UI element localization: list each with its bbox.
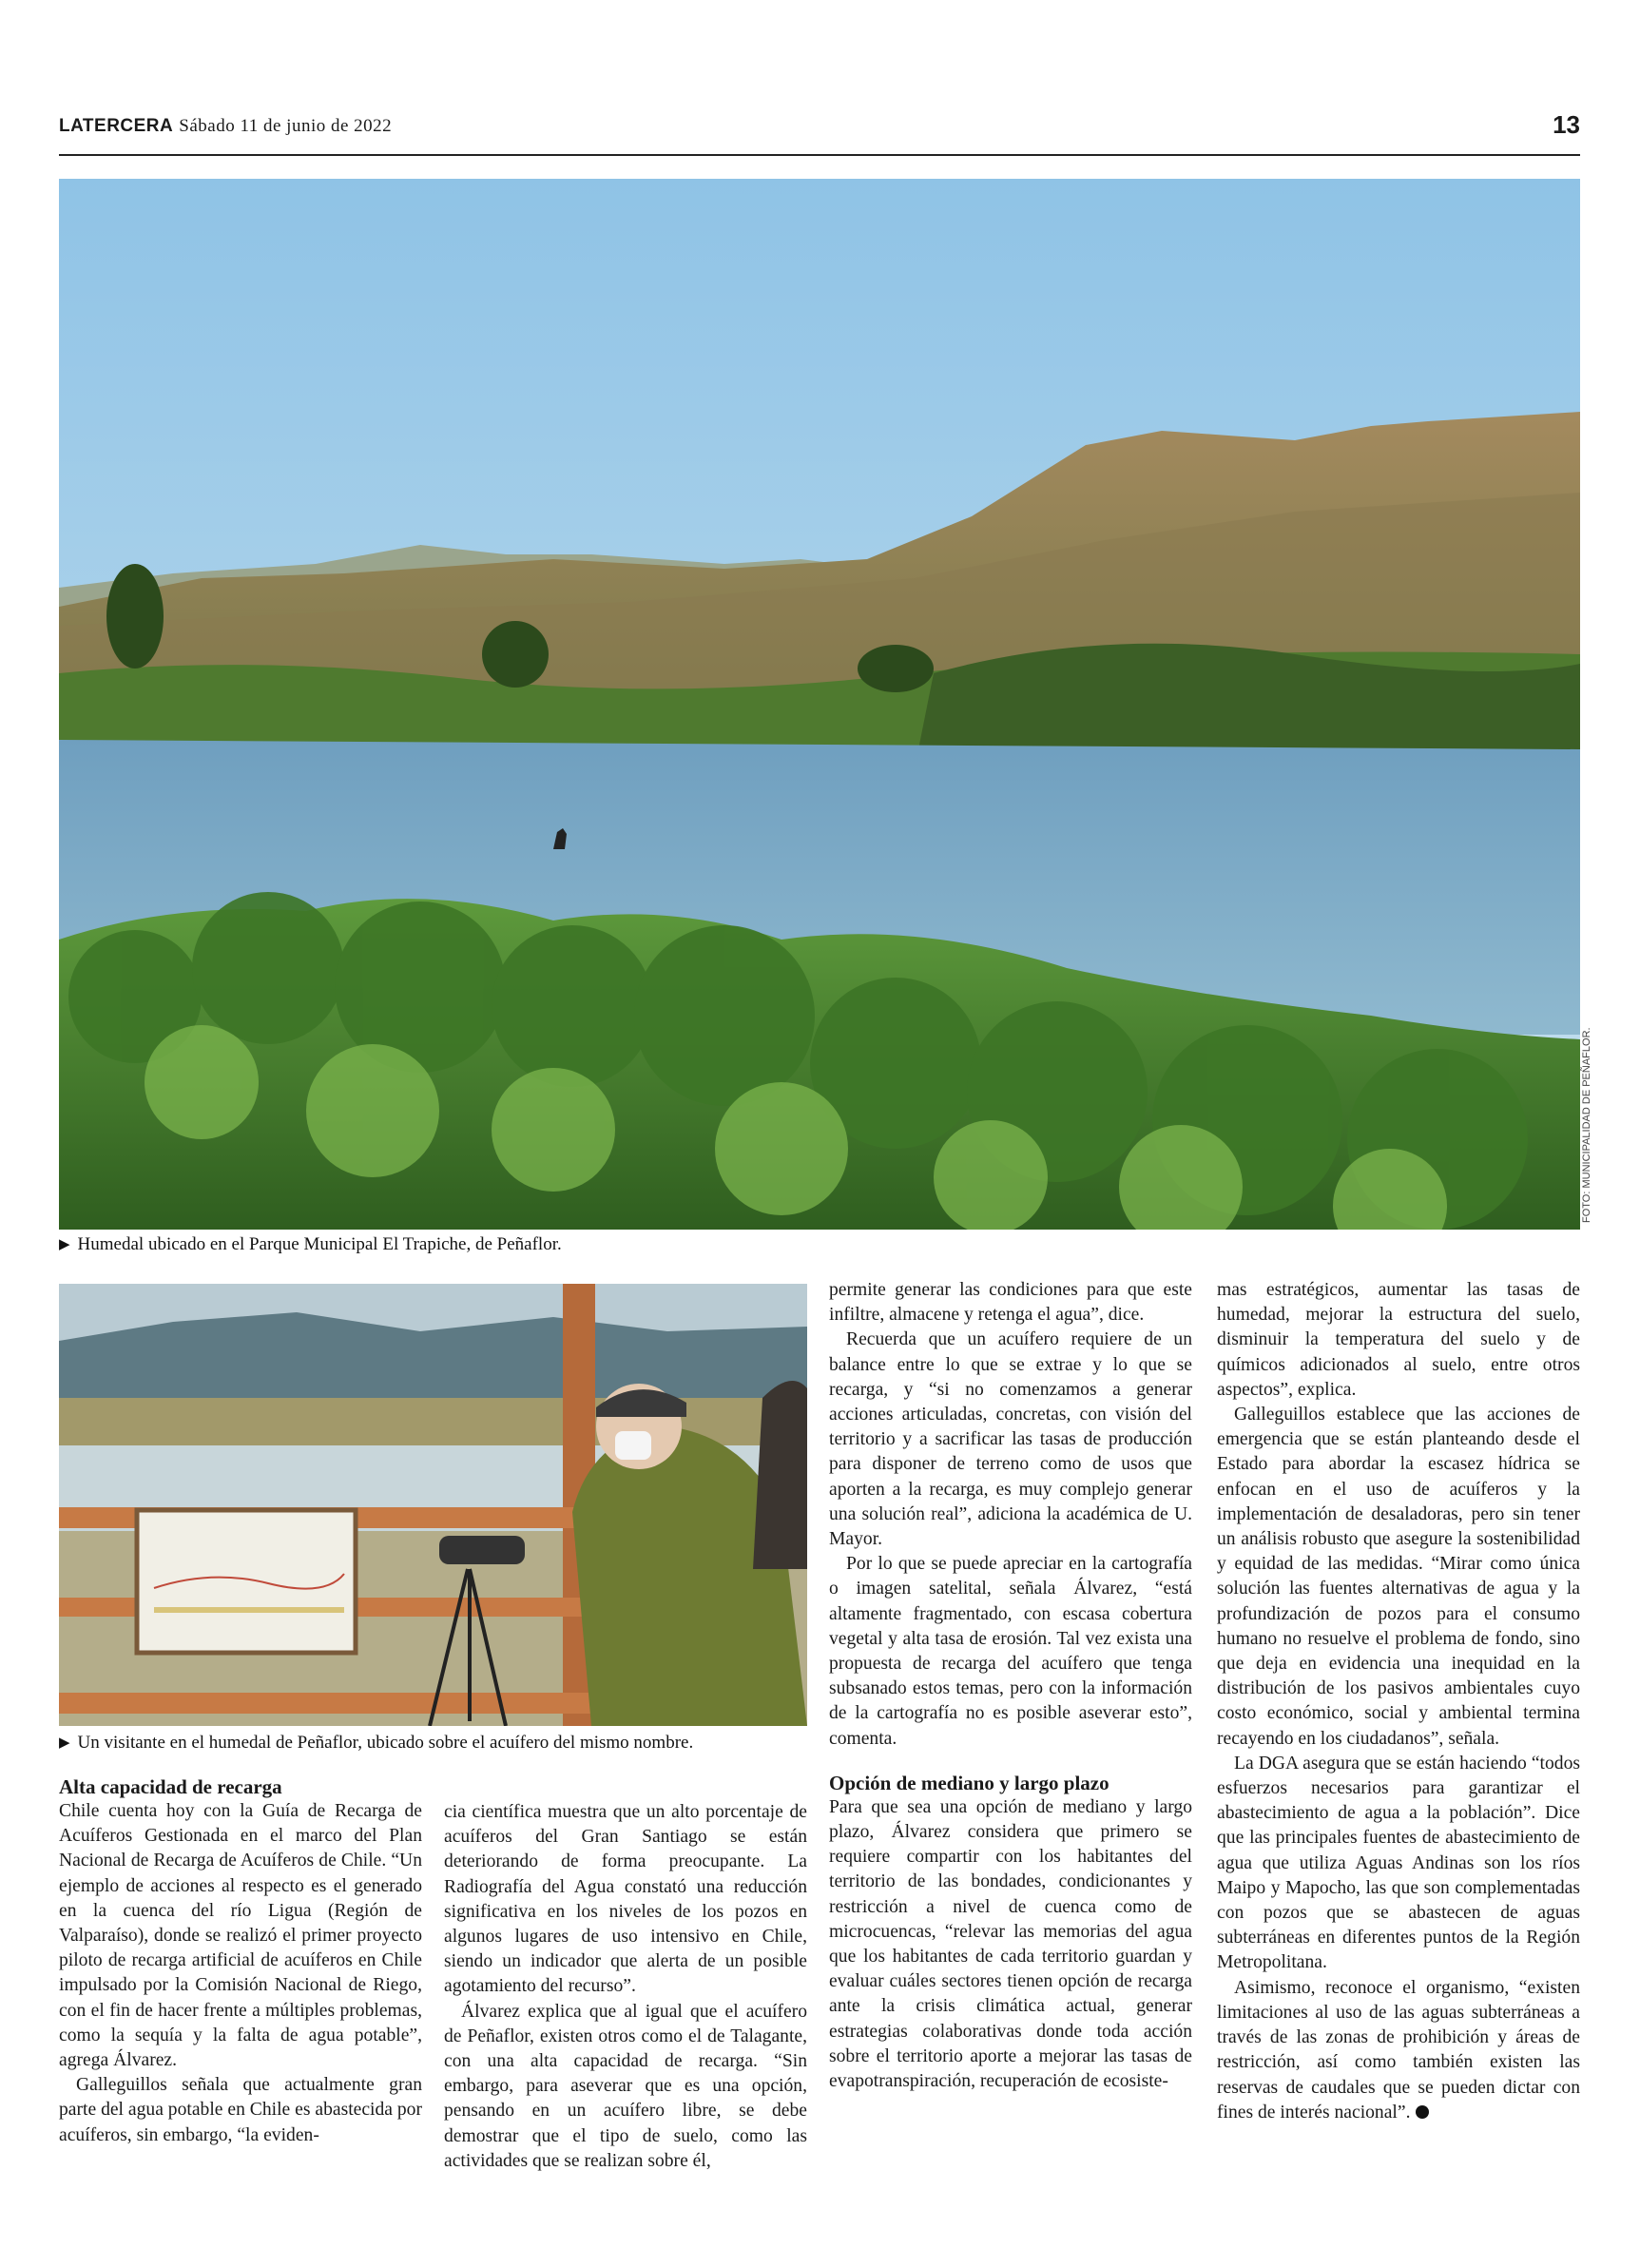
- main-photo-wetland: [59, 179, 1580, 1230]
- paragraph: Álvarez explica que al igual que el acuífero de Peñaflor, existen otros como el de Talagante, con una alta capacidad de recarga. “Sin embargo, para aseverar que es una opción, pensando en un acuífero libre, se debe demostrar que el tipo de suelo, como las actividades que se realizan sobre él,: [444, 2001, 807, 2171]
- small-caption-text: Un visitante en el humedal de Peñaflor, ubicado sobre el acuífero del mismo nombre.: [77, 1733, 694, 1753]
- paragraph-final-text: Asimismo, reconoce el organismo, “existen limitaciones al uso de las aguas subterráneas a través de las zonas de prohibición y áreas de restricción, así como también existen las reservas de caudales que se pueden dictar con fines de interés nacional”.: [1217, 1977, 1580, 2123]
- paragraph: La DGA asegura que se están haciendo “todos esfuerzos necesarios para garantizar el abastecimiento de agua a la población”. Dice que las principales fuentes de abastecimiento de agua que utiliza Aguas Andinas son los ríos Maipo y Mapocho, las que son complementadas con pozos que se abastecen de aguas subterráneas en diferentes puntos de la Región Metropolitana.: [1217, 1753, 1580, 1973]
- paragraph: Chile cuenta hoy con la Guía de Recarga de Acuíferos Gestionada en el marco del Plan Nacional de Recarga de Acuíferos de Chile. “Un ejemplo de acciones al respecto es el generado en la cuenca del río Ligua (Región de Valparaíso), donde se realizó el primer proyecto piloto de recarga artificial de acuíferos en Chile impulsado por la Comisión Nacional de Riego, con el fin de hacer frente a múltiples problemas, como la sequía y la falta de agua potable”, agrega Álvarez.: [59, 1801, 422, 2071]
- paragraph-final: [1217, 1976, 1580, 2125]
- small-photo-caption: [59, 1733, 693, 1754]
- article-column-3: [829, 1278, 1192, 2094]
- paragraph: Por lo que se puede apreciar en la cartografía o imagen satelital, señala Álvarez, “está altamente fragmentado, con escasa cobertura vegetal y alta tasa de erosión. Tal vez exista una propuesta de recarga del acuífero que tenga subsanado estos temas, pero con la información de la cartografía no es posible aseverar esto”, comenta.: [829, 1554, 1192, 1749]
- wetland-landscape-image: [59, 179, 1580, 1230]
- photo-credit: FOTO: MUNICIPALIDAD DE PEÑAFLOR.: [1581, 1027, 1592, 1223]
- page-number: 13: [1553, 110, 1580, 139]
- article-column-1: [59, 1774, 422, 2148]
- visitor-wetland-image: [59, 1284, 807, 1726]
- main-photo-caption: [59, 1234, 562, 1255]
- section-heading-recarga: Alta capacidad de recarga: [59, 1775, 282, 1798]
- paragraph: Galleguillos establece que las acciones de emergencia que se están planteando desde el Estado para abordar la escasez hídrica se enfocan en el uso de acuíferos y la implementación de desaladoras, pero sin tener un análisis robusto que asegure la sostenibilidad y equidad de las medidas. “Mirar como única solución las fuentes alternativas de agua y la profundización de pozos para el consumo humano no resuelve el problema de fondo, sino que deja en evidencia una inequidad en la distribución de los pasivos ambientales cuyo costo económico, social y ambiental termina recayendo en los ciudadanos”, señala.: [1217, 1405, 1580, 1749]
- paragraph: permite generar las condiciones para que este infiltre, almacene y retenga el agua”, dice.: [829, 1280, 1192, 1326]
- paragraph: cia científica muestra que un alto porcentaje de acuíferos del Gran Santiago se están deteriorando de forma preocupante. La Radiografía del Agua constató una reducción significativa en los niveles de los pozos en algunos lugares de uso intensivo en Chile, siendo un indicador que alerta de un posible agotamiento del recurso”.: [444, 1802, 807, 1997]
- main-caption-text: Humedal ubicado en el Parque Municipal El Trapiche, de Peñaflor.: [77, 1234, 562, 1254]
- paragraph: mas estratégicos, aumentar las tasas de humedad, mejorar la estructura del suelo, disminuir la temperatura del suelo y de químicos adicionados al suelo, entre otros aspectos”, explica.: [1217, 1280, 1580, 1400]
- caption-arrow-icon: ▶: [59, 1735, 70, 1751]
- brand-name: LATERCERA: [59, 116, 174, 136]
- page-header: [59, 112, 1580, 156]
- end-of-article-icon: [1416, 2105, 1429, 2119]
- paragraph: Recuerda que un acuífero requiere de un balance entre lo que se extrae y lo que se recarga, y “si no comenzamos a generar acciones articuladas, concretas, con visión del territorio y a sacrificar las tasas de producción para disponer de terreno como de usos que aporten a la recarga, es muy complejo generar una solución real”, adiciona la académica de U. Mayor.: [829, 1329, 1192, 1550]
- issue-date: Sábado 11 de junio de 2022: [179, 116, 393, 136]
- article-column-4: [1217, 1278, 1580, 2125]
- caption-arrow-icon: ▶: [59, 1237, 70, 1252]
- small-photo-visitor: [59, 1284, 807, 1726]
- section-spacer: [829, 1752, 1192, 1771]
- masthead: [59, 116, 392, 137]
- section-heading-plazo: Opción de mediano y largo plazo: [829, 1771, 1109, 1794]
- article-column-2: [444, 1800, 807, 2174]
- paragraph: Galleguillos señala que actualmente gran parte del agua potable en Chile es abastecida por acuíferos, sin embargo, “la eviden-: [59, 2075, 422, 2145]
- paragraph: Para que sea una opción de mediano y largo plazo, Álvarez considera que primero se requiere compartir con los habitantes del territorio de las bondades, condicionantes y restricción a nivel de cuenca como de microcuencas, “relevar las memorias del agua que los habitantes de cada territorio guardan y evaluar cuáles sectores tienen opción de recarga ante la crisis climática actual, generar estrategias colaborativas donde toda acción sobre el territorio aporte a mejorar las tasas de evapotranspiración, recuperación de ecosiste-: [829, 1796, 1192, 2092]
